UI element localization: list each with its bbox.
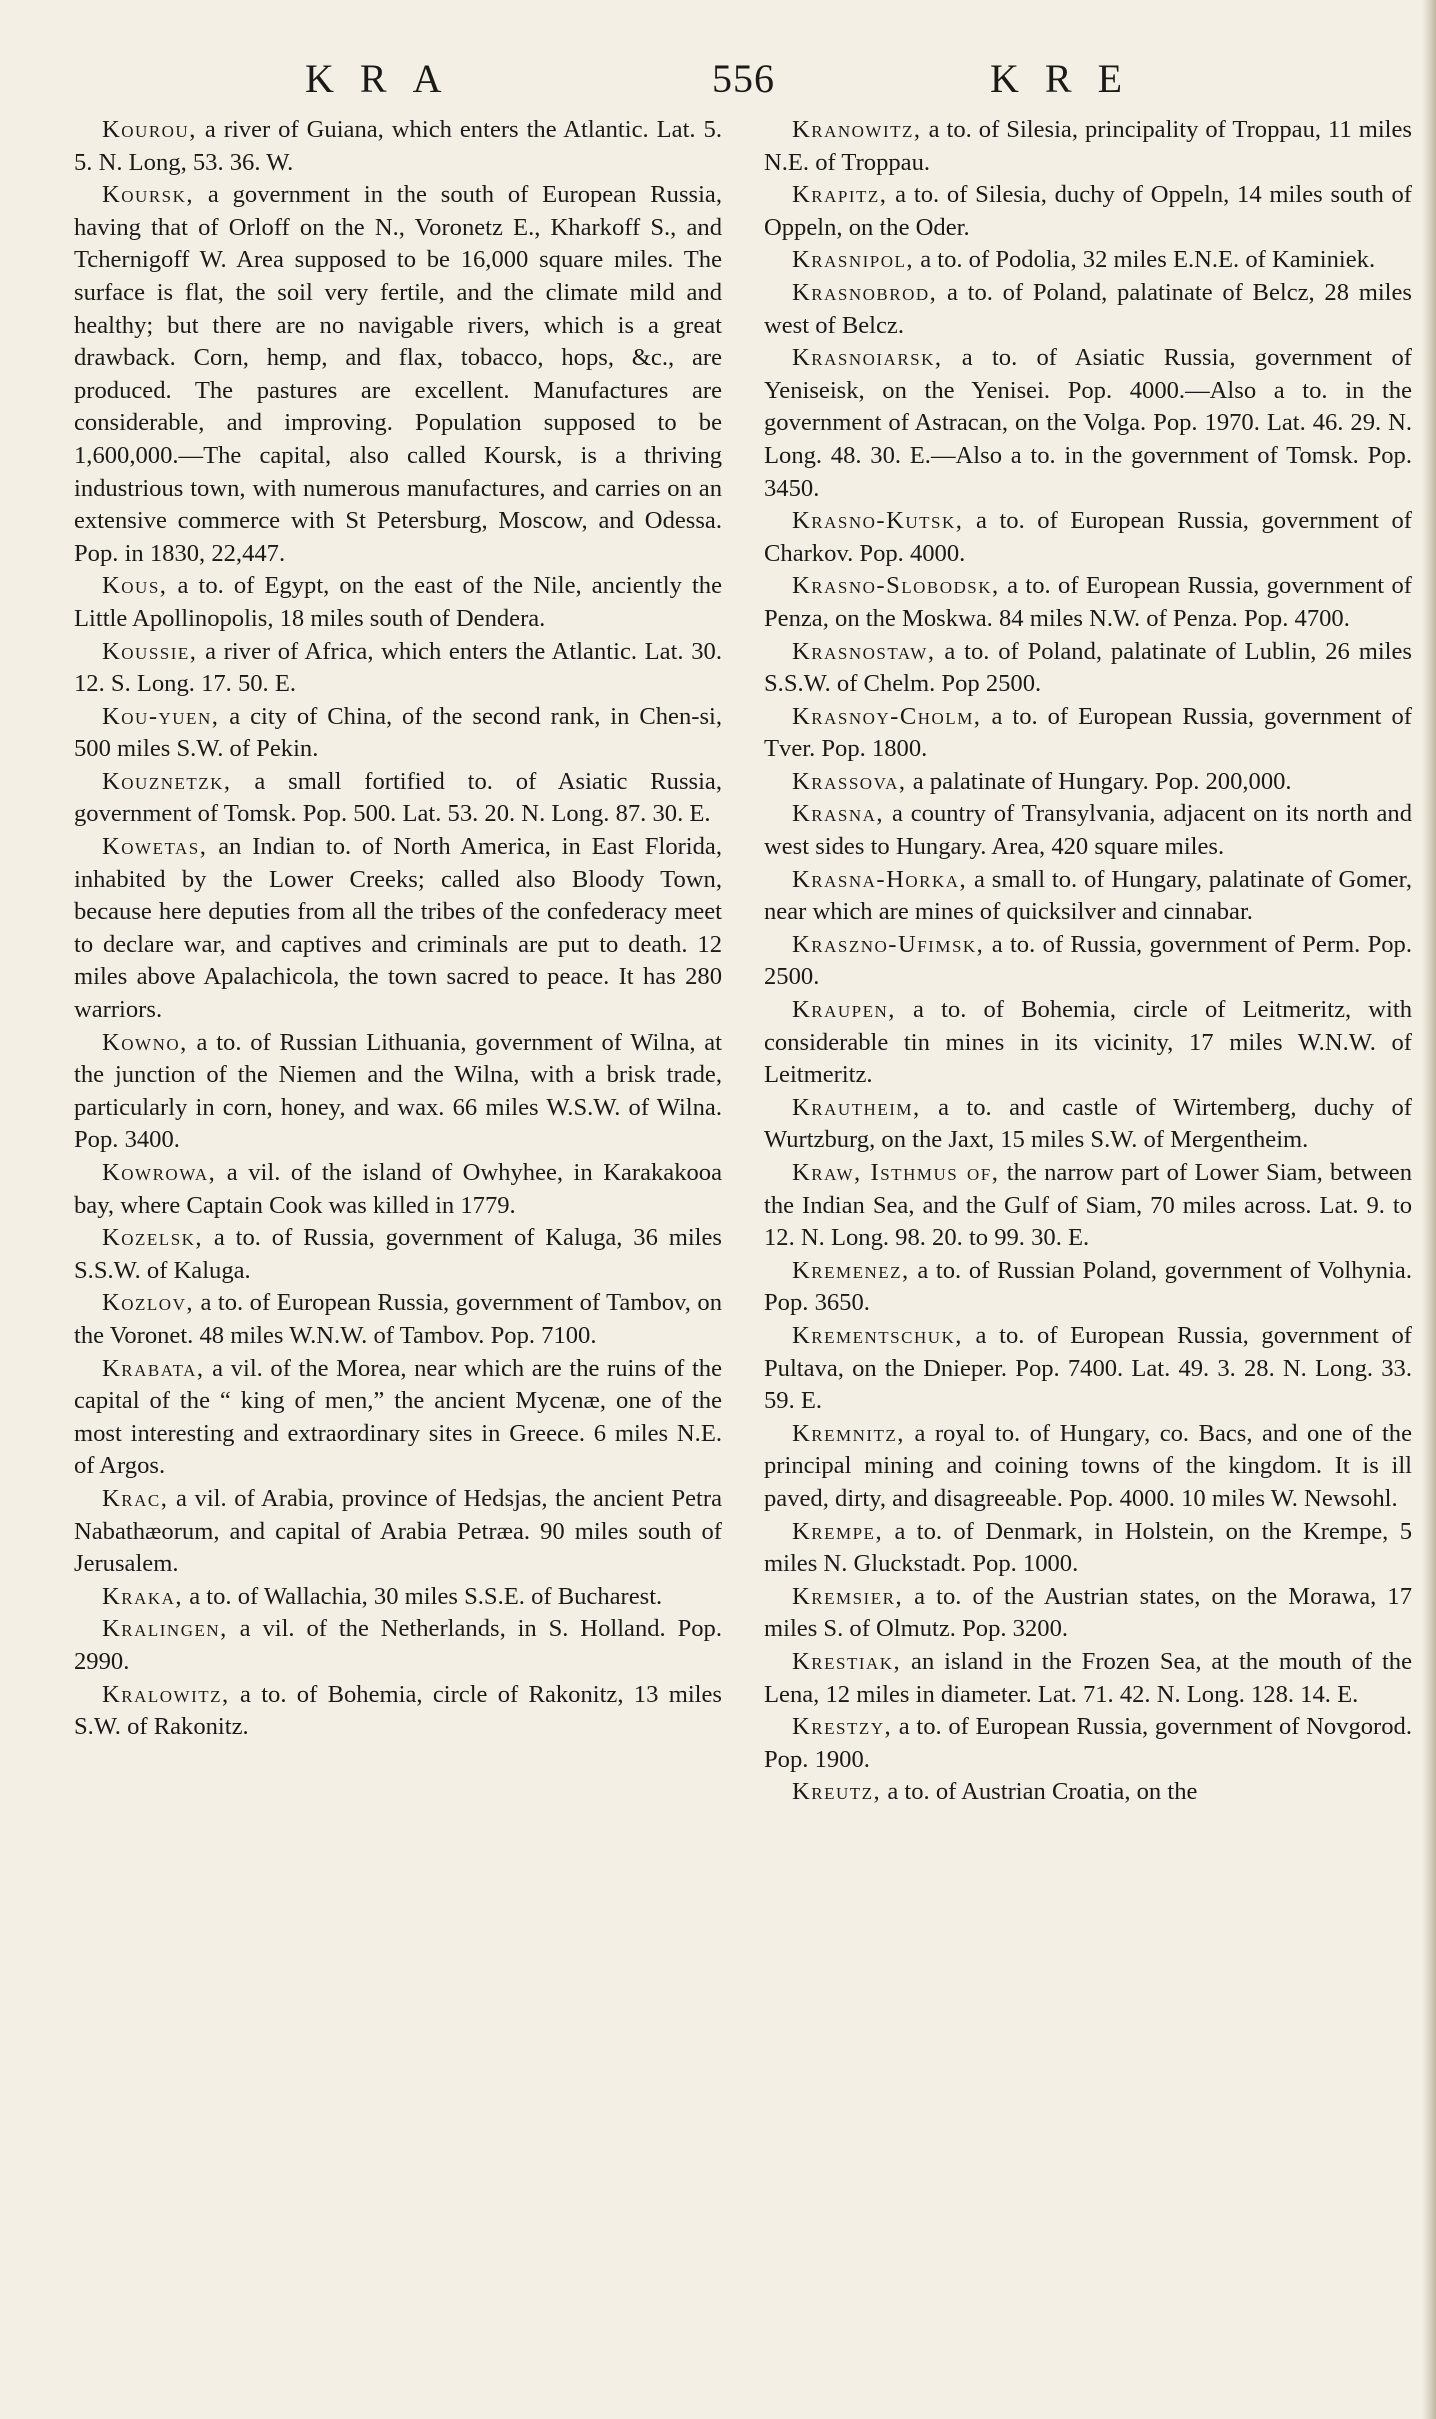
entry-text: a to. of Denmark, in Holstein, on the Krempe, 5 miles N. Gluckstadt. Pop. 1000. (764, 1517, 1412, 1578)
gazetteer-entry (764, 798, 1412, 863)
entry-text: a to. of Egypt, on the east of the Nile, anciently the Little Apollinopolis, 18 miles south of Dendera. (74, 572, 722, 632)
entry-text: a to. of the Austrian states, on the Morawa, 17 miles S. of Olmutz. Pop. 3200. (764, 1582, 1412, 1643)
entry-headword: Krasnoiarsk, (792, 344, 943, 372)
entry-headword: Krautheim, (792, 1093, 921, 1121)
entry-text: a to. of European Russia, government of Tver. Pop. 1800. (764, 702, 1412, 763)
entry-headword: Kozelsk, (102, 1224, 204, 1252)
gazetteer-entry (74, 1027, 722, 1157)
gazetteer-entry (74, 179, 722, 570)
entry-text: an island in the Frozen Sea, at the mouth of the Lena, 12 miles in diameter. Lat. 71. 42. N. Long. 128. 14. E. (764, 1647, 1412, 1708)
header-right-guideword: KRE (990, 56, 1148, 101)
entry-headword: Krac, (102, 1484, 169, 1512)
entry-text: a to. of Austrian Croatia, on the (881, 1778, 1198, 1806)
gazetteer-entry (764, 342, 1412, 505)
entry-headword: Krapitz, (792, 181, 888, 209)
gazetteer-entry (74, 1581, 722, 1614)
gazetteer-entry (74, 1679, 722, 1744)
entry-headword: Krasnobrod, (792, 278, 938, 306)
entry-text: a to. of European Russia, government of Pultava, on the Dnieper. Pop. 7400. Lat. 49. 3. 28. N. Long. 33. 59. E. (764, 1321, 1412, 1415)
entry-text: a to. of Wallachia, 30 miles S.S.E. of Bucharest. (183, 1582, 663, 1610)
gazetteer-entry (764, 1092, 1412, 1157)
entry-text: a small fortified to. of Asiatic Russia, government of Tomsk. Pop. 500. Lat. 53. 20. N. Long. 87. 30. E. (74, 767, 722, 828)
gazetteer-entry (74, 701, 722, 766)
entry-headword: Krestiak, (792, 1647, 902, 1675)
entry-text: a to. of Asiatic Russia, government of Yeniseisk, on the Yenisei. Pop. 4000.—Also a to. in the government of Astracan, on the Volga. Pop. 1970. Lat. 46. 29. N. Long. 48. 30. E.—Also a to. in the government of Tomsk. Pop. 3450. (764, 344, 1412, 502)
entry-headword: Krementschuk, (792, 1321, 963, 1349)
gazetteer-entry (764, 701, 1412, 766)
entry-text: a to. of Silesia, duchy of Oppeln, 14 miles south of Oppeln, on the Oder. (764, 181, 1412, 241)
entry-headword: Kous, (102, 572, 168, 600)
entry-headword: Koursk, (102, 181, 195, 209)
entry-headword: Kouznetzk, (102, 767, 232, 795)
entry-headword: Kou-yuen, (102, 702, 220, 730)
entry-headword: Krestzy, (792, 1713, 893, 1741)
entry-text: a to. of Russia, government of Perm. Pop. 2500. (764, 930, 1412, 991)
gazetteer-entry (764, 505, 1412, 570)
gazetteer-entry (74, 1613, 722, 1678)
entry-text: a to. of European Russia, government of Charkov. Pop. 4000. (764, 507, 1412, 567)
entry-headword: Krasnipol, (792, 246, 915, 274)
entry-headword: Kowetas, (102, 833, 208, 861)
entry-text: a palatinate of Hungary. Pop. 200,000. (906, 767, 1292, 795)
entry-headword: Koussie, (102, 637, 198, 665)
page-number: 556 (712, 56, 775, 101)
entry-text: a to. of Russian Poland, government of Volhynia. Pop. 3650. (764, 1256, 1412, 1317)
gazetteer-entry (764, 766, 1412, 799)
header-left-guideword: KRA (305, 56, 468, 101)
entry-text: the narrow part of Lower Siam, between the Indian Sea, and the Gulf of Siam, 70 miles across. Lat. 9. to 12. N. Long. 98. 20. to 99. 30. E. (764, 1159, 1412, 1252)
entry-text: a river of Guiana, which enters the Atlantic. Lat. 5. 5. N. Long, 53. 36. W. (74, 116, 722, 176)
entry-headword: Krabata, (102, 1354, 205, 1382)
entry-text: a to. of Silesia, principality of Troppau, 11 miles N.E. of Troppau. (764, 116, 1412, 176)
entry-headword: Krasna, (792, 800, 885, 828)
entry-text: a vil. of the Morea, near which are the ruins of the capital of the “ king of men,” the ancient Mycenæ, one of the most interesting and extraordinary sites in Greece. 6 miles N.E. of Argos. (74, 1354, 722, 1480)
page-edge (1422, 0, 1436, 2419)
entry-headword: Kraszno-Ufimsk, (792, 930, 985, 958)
gazetteer-entry (74, 570, 722, 635)
gazetteer-entry (764, 1711, 1412, 1776)
gazetteer-entry (764, 1255, 1412, 1320)
entry-headword: Kozlov, (102, 1289, 195, 1317)
entry-text: a river of Africa, which enters the Atlantic. Lat. 30. 12. S. Long. 17. 50. E. (74, 637, 722, 698)
running-header (0, 54, 1436, 104)
entry-headword: Kralowitz, (102, 1680, 230, 1708)
entry-headword: Kremnitz, (792, 1419, 905, 1447)
gazetteer-entry (74, 1222, 722, 1287)
gazetteer-entry (74, 1157, 722, 1222)
right-column (764, 114, 1412, 1809)
gazetteer-entry (74, 1483, 722, 1581)
entry-text: a to. and castle of Wirtemberg, duchy of Wurtzburg, on the Jaxt, 15 miles S.W. of Mergentheim. (764, 1093, 1412, 1154)
entry-text: a country of Transylvania, adjacent on its north and west sides to Hungary. Area, 420 square miles. (764, 800, 1412, 861)
entry-headword: Kraw, Isthmus of, (792, 1159, 1000, 1186)
entry-text: an Indian to. of North America, in East Florida, inhabited by the Lower Creeks; called also Bloody Town, because here deputies from all the tribes of the confederacy meet to declare war, and captives and criminals are put to death. 12 miles above Apalachicola, the town sacred to peace. It has 280 warriors. (74, 833, 722, 1024)
gazetteer-entry (74, 636, 722, 701)
entry-headword: Kremsier, (792, 1582, 904, 1610)
gazetteer-entry (764, 1418, 1412, 1516)
entry-text: a to. of Russian Lithuania, government of Wilna, at the junction of the Niemen and the Wilna, with a brisk trade, particularly in corn, honey, and wax. 66 miles W.S.W. of Wilna. Pop. 3400. (74, 1028, 722, 1154)
gazetteer-entry (764, 1581, 1412, 1646)
gazetteer-entry (764, 277, 1412, 342)
gazetteer-entry (74, 1287, 722, 1352)
gazetteer-entry (764, 994, 1412, 1092)
entry-headword: Kraka, (102, 1582, 184, 1610)
entry-headword: Krassova, (792, 767, 907, 795)
entry-headword: Kremenez, (792, 1256, 910, 1284)
left-column (74, 114, 722, 1744)
entry-headword: Krasno-Slobodsk, (792, 572, 1000, 600)
entry-text: a vil. of the Netherlands, in S. Holland. Pop. 2990. (74, 1615, 722, 1675)
entry-text: a government in the south of European Russia, having that of Orloff on the N., Voronetz E., Kharkoff S., and Tchernigoff W. Area supposed to be 16,000 square miles. The surface is flat, the soil very fertile, and the climate mild and healthy; but there are no navigable rivers, which is a great drawback. Corn, hemp, and flax, tobacco, hops, &c., are produced. The pastures are excellent. Manufactures are considerable, and improving. Population supposed to be 1,600,000.—The capital, also called Koursk, is a thriving industrious town, with numerous manufactures, and carries on an extensive commerce with St Petersburg, Moscow, and Odessa. Pop. in 1830, 22,447. (74, 181, 722, 567)
gazetteer-entry (74, 831, 722, 1027)
gazetteer-entry (764, 636, 1412, 701)
entry-text: a to. of Podolia, 32 miles E.N.E. of Kaminiek. (914, 246, 1376, 274)
entry-headword: Krasnoy-Cholm, (792, 702, 982, 730)
gazetteer-entry (764, 244, 1412, 277)
gazetteer-entry (764, 1776, 1412, 1809)
gazetteer-entry (764, 114, 1412, 179)
gazetteer-entry (764, 1516, 1412, 1581)
entry-headword: Kowno, (102, 1028, 188, 1056)
entry-text: a vil. of Arabia, province of Hedsjas, the ancient Petra Nabathæorum, and capital of Arabia Petræa. 90 miles south of Jerusalem. (74, 1484, 722, 1578)
entry-headword: Krasna-Horka, (792, 865, 968, 893)
gazetteer-entry (764, 1320, 1412, 1418)
gazetteer-entry (74, 766, 722, 831)
entry-text: a to. of Bohemia, circle of Rakonitz, 13 miles S.W. of Rakonitz. (74, 1680, 722, 1741)
gazetteer-entry (764, 179, 1412, 244)
gazetteer-entry (764, 864, 1412, 929)
entry-text: a vil. of the island of Owhyhee, in Karakakooa bay, where Captain Cook was killed in 1779. (74, 1159, 722, 1219)
gazetteer-entry (74, 114, 722, 179)
entry-headword: Kourou, (102, 116, 197, 143)
entry-headword: Kowrowa, (102, 1159, 217, 1186)
gazetteer-entry (764, 570, 1412, 635)
entry-headword: Kralingen, (102, 1615, 228, 1643)
entry-text: a small to. of Hungary, palatinate of Gomer, near which are mines of quicksilver and cinnabar. (764, 865, 1412, 926)
gazetteer-entry (764, 1646, 1412, 1711)
gazetteer-entry (74, 1353, 722, 1483)
entry-headword: Kraupen, (792, 996, 896, 1024)
entry-text: a to. of European Russia, government of Penza, on the Moskwa. 84 miles N.W. of Penza. Pop. 4700. (764, 572, 1412, 632)
gazetteer-entry (764, 1157, 1412, 1255)
entry-text: a to. of Poland, palatinate of Lublin, 26 miles S.S.W. of Chelm. Pop 2500. (764, 637, 1412, 698)
entry-headword: Kreutz, (792, 1778, 882, 1806)
entry-text: a to. of Russia, government of Kaluga, 36 miles S.S.W. of Kaluga. (74, 1224, 722, 1284)
entry-headword: Kranowitz, (792, 116, 922, 143)
entry-headword: Krempe, (792, 1517, 884, 1545)
entry-headword: Krasnostaw, (792, 637, 936, 665)
entry-text: a to. of Bohemia, circle of Leitmeritz, with considerable tin mines in its vicinity, 17 miles W.N.W. of Leitmeritz. (764, 996, 1412, 1089)
entry-text: a to. of European Russia, government of Tambov, on the Voronet. 48 miles W.N.W. of Tambov. Pop. 7100. (74, 1289, 722, 1349)
entry-text: a to. of European Russia, government of Novgorod. Pop. 1900. (764, 1713, 1412, 1773)
entry-text: a royal to. of Hungary, co. Bacs, and one of the principal mining and coining towns of the kingdom. It is ill paved, dirty, and disagreeable. Pop. 4000. 10 miles W. Newsohl. (764, 1419, 1412, 1512)
entry-text: a to. of Poland, palatinate of Belcz, 28 miles west of Belcz. (764, 278, 1412, 339)
gazetteer-entry (764, 929, 1412, 994)
entry-headword: Krasno-Kutsk, (792, 507, 964, 535)
entry-text: a city of China, of the second rank, in Chen-si, 500 miles S.W. of Pekin. (74, 702, 722, 763)
